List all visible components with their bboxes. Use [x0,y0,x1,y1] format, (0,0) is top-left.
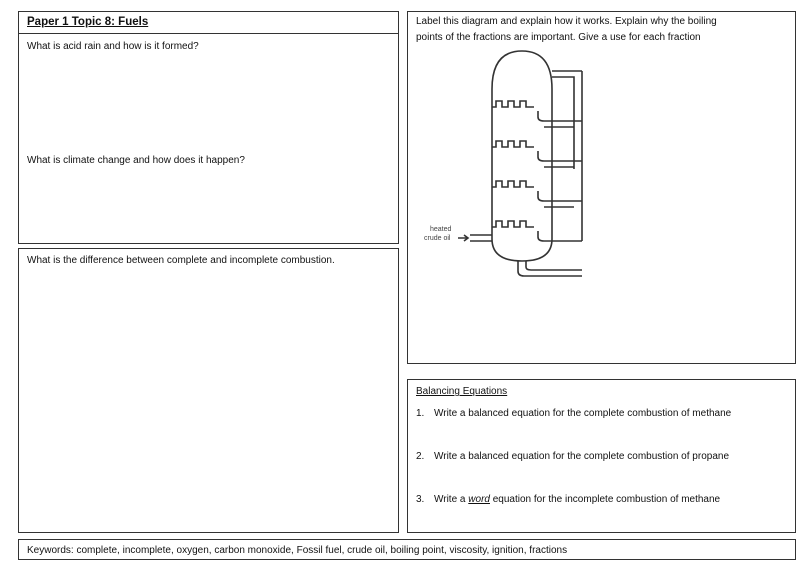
equation-item-2 [416,450,729,463]
item-number: 3. [416,494,425,505]
combustion-question: What is the difference between complete and incomplete combustion. [27,255,335,266]
balancing-equations-box [407,379,796,533]
inlet-label-crude-oil: crude oil [424,235,451,242]
page-title: Paper 1 Topic 8: Fuels [27,16,149,28]
equation-item-3 [416,493,720,506]
item-number: 2. [416,451,425,462]
item-number: 1. [416,408,425,419]
keywords-text: Keywords: complete, incomplete, oxygen, carbon monoxide, Fossil fuel, crude oil, boiling point, viscosity, ignition, fractions [27,545,568,556]
item-text-pre: Write a [434,494,469,505]
climate-change-question: What is climate change and how does it happen? [27,155,245,166]
tray-2 [492,141,534,147]
tray-1 [492,101,534,107]
balancing-heading: Balancing Equations [416,386,508,397]
item-text-emph: word [468,494,490,505]
tray-3 [492,181,534,187]
inlet-label-heated: heated [430,226,452,233]
item-text: Write a balanced equation for the complete combustion of propane [434,451,729,462]
tray-4 [492,221,534,227]
item-text: Write a balanced equation for the complete combustion of methane [434,408,732,419]
acid-rain-question: What is acid rain and how is it formed? [27,41,199,52]
acid-rain-climate-box [18,11,399,244]
equation-item-1 [416,407,731,420]
diagram-instruction-line1: Label this diagram and explain how it works. Explain why the boiling [416,16,717,27]
keywords-box [18,539,796,560]
diagram-instruction-line2: points of the fractions are important. Give a use for each fraction [416,32,701,43]
fractionating-column-diagram [414,49,589,284]
item-text-post: equation for the incomplete combustion of methane [489,494,721,505]
fractional-distillation-box [407,11,796,364]
combustion-box [18,248,399,533]
